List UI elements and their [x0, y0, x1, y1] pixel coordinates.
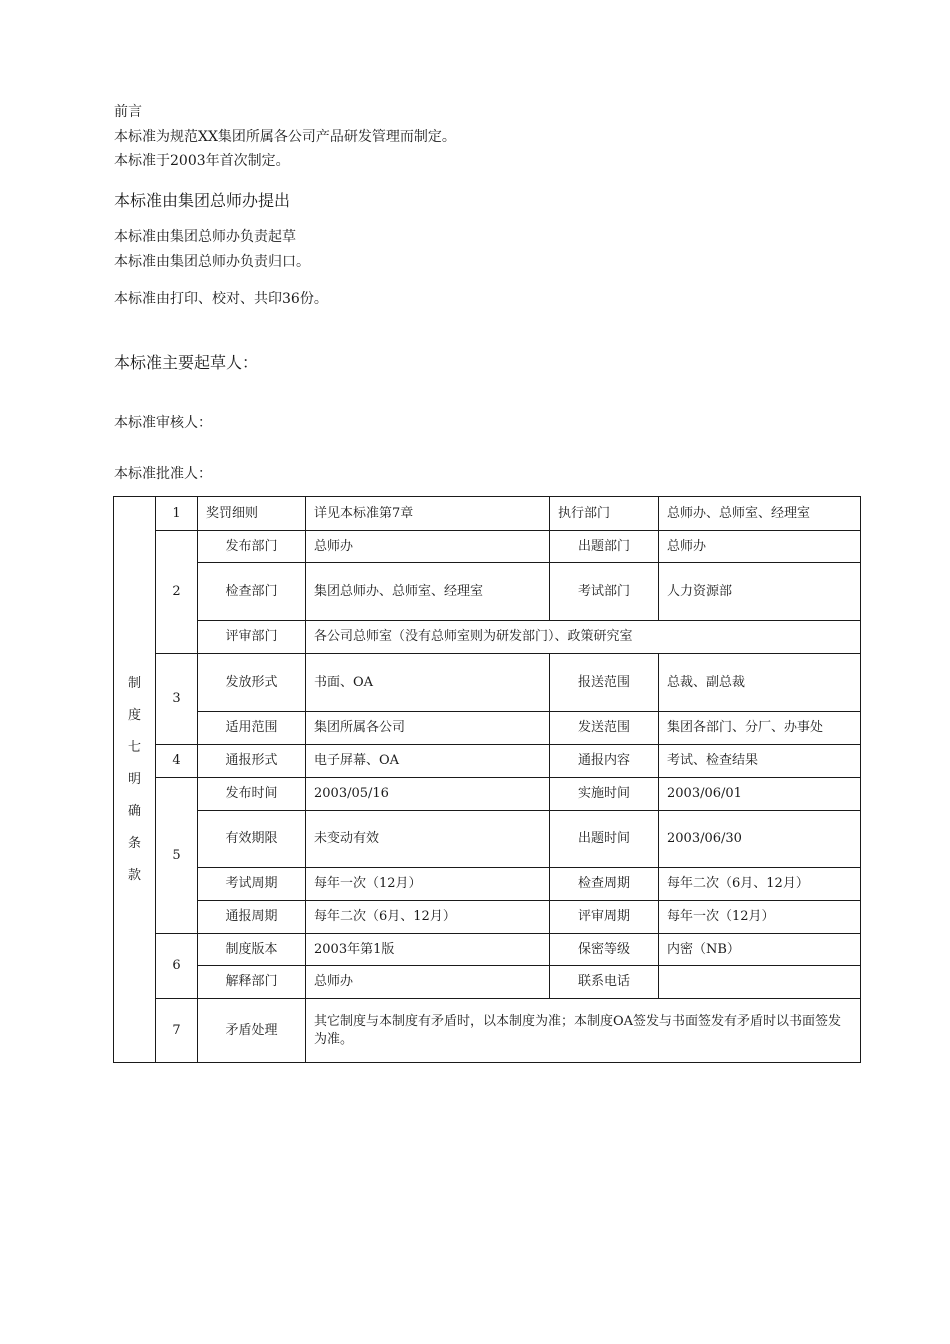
- field-label: 通报内容: [550, 745, 659, 778]
- table-row: [114, 778, 861, 811]
- field-label: 出题时间: [550, 811, 659, 868]
- field-value: 考试、检查结果: [659, 745, 861, 778]
- reviewer-line: 本标准审核人：: [114, 415, 212, 431]
- field-label: 发布时间: [198, 778, 306, 811]
- field-value: 2003年第1版: [306, 934, 550, 966]
- side-label-cell: [114, 497, 156, 1063]
- field-value: 未变动有效: [306, 811, 550, 868]
- field-value: 内密（NB）: [659, 934, 861, 966]
- field-value: 总师办: [306, 531, 550, 563]
- field-label: 评审部门: [198, 621, 306, 654]
- field-value: 电子屏幕、OA: [306, 745, 550, 778]
- owned-by-line: 本标准由集团总师办负责归口。: [114, 254, 310, 270]
- table-row: [114, 654, 861, 712]
- field-label: 奖罚细则: [198, 497, 306, 531]
- field-label: 考试部门: [550, 563, 659, 621]
- field-value: 总师办、总师室、经理室: [659, 497, 861, 531]
- field-label: 考试周期: [198, 868, 306, 901]
- field-value: 人力资源部: [659, 563, 861, 621]
- purpose-line: 本标准为规范XX集团所属各公司产品研发管理而制定。: [114, 129, 456, 145]
- field-label: 执行部门: [550, 497, 659, 531]
- table-row: [114, 999, 861, 1063]
- field-value: [659, 966, 861, 999]
- table-row: [114, 497, 861, 531]
- field-label: 制度版本: [198, 934, 306, 966]
- field-label: 通报形式: [198, 745, 306, 778]
- approver-line: 本标准批准人：: [114, 466, 212, 482]
- first-issue-line: 本标准于2003年首次制定。: [114, 153, 290, 169]
- row-number: 4: [156, 745, 198, 778]
- field-value: 其它制度与本制度有矛盾时，以本制度为准；本制度OA签发与书面签发有矛盾时以书面签发为准。: [306, 999, 861, 1063]
- field-label: 联系电话: [550, 966, 659, 999]
- field-label: 发送范围: [550, 712, 659, 745]
- field-label: 解释部门: [198, 966, 306, 999]
- table-row: [114, 868, 861, 901]
- field-value: 集团所属各公司: [306, 712, 550, 745]
- field-label: 检查周期: [550, 868, 659, 901]
- field-value: 各公司总师室（没有总师室则为研发部门）、政策研究室: [306, 621, 861, 654]
- table-row: [114, 621, 861, 654]
- field-label: 有效期限: [198, 811, 306, 868]
- field-value: 集团各部门、分厂、办事处: [659, 712, 861, 745]
- field-value: 2003/06/01: [659, 778, 861, 811]
- row-number: 7: [156, 999, 198, 1063]
- field-value: 每年二次（6月、12月）: [659, 868, 861, 901]
- drafted-by-line: 本标准由集团总师办负责起草: [114, 229, 296, 245]
- field-label: 评审周期: [550, 901, 659, 934]
- field-label: 通报周期: [198, 901, 306, 934]
- field-value: 总师办: [659, 531, 861, 563]
- side-label: 制度七明确条款: [127, 675, 141, 883]
- field-label: 检查部门: [198, 563, 306, 621]
- field-value: 详见本标准第7章: [306, 497, 550, 531]
- field-value: 总裁、副总裁: [659, 654, 861, 712]
- field-value: 每年二次（6月、12月）: [306, 901, 550, 934]
- field-label: 出题部门: [550, 531, 659, 563]
- field-label: 实施时间: [550, 778, 659, 811]
- table-row: [114, 712, 861, 745]
- field-label: 矛盾处理: [198, 999, 306, 1063]
- field-label: 发放形式: [198, 654, 306, 712]
- field-value: 2003/06/30: [659, 811, 861, 868]
- table-row: [114, 531, 861, 563]
- main-drafter-line: 本标准主要起草人：: [114, 353, 259, 372]
- field-label: 报送范围: [550, 654, 659, 712]
- field-value: 每年一次（12月）: [306, 868, 550, 901]
- field-label: 发布部门: [198, 531, 306, 563]
- table-row: [114, 901, 861, 934]
- field-label: 适用范围: [198, 712, 306, 745]
- table-row: [114, 563, 861, 621]
- table-row: [114, 745, 861, 778]
- standard-clauses-table: [113, 496, 861, 1063]
- field-label: 保密等级: [550, 934, 659, 966]
- field-value: 集团总师办、总师室、经理室: [306, 563, 550, 621]
- proposed-by-line: 本标准由集团总师办提出: [114, 191, 291, 210]
- field-value: 2003/05/16: [306, 778, 550, 811]
- row-number: 5: [156, 778, 198, 934]
- field-value: 总师办: [306, 966, 550, 999]
- field-value: 书面、OA: [306, 654, 550, 712]
- copies-line: 本标准由打印、校对、共印36份。: [114, 291, 328, 307]
- field-value: 每年一次（12月）: [659, 901, 861, 934]
- row-number: 6: [156, 934, 198, 999]
- table-row: [114, 966, 861, 999]
- row-number: 2: [156, 531, 198, 654]
- preface-heading: 前言: [114, 104, 142, 120]
- row-number: 1: [156, 497, 198, 531]
- table-row: [114, 811, 861, 868]
- row-number: 3: [156, 654, 198, 745]
- table-row: [114, 934, 861, 966]
